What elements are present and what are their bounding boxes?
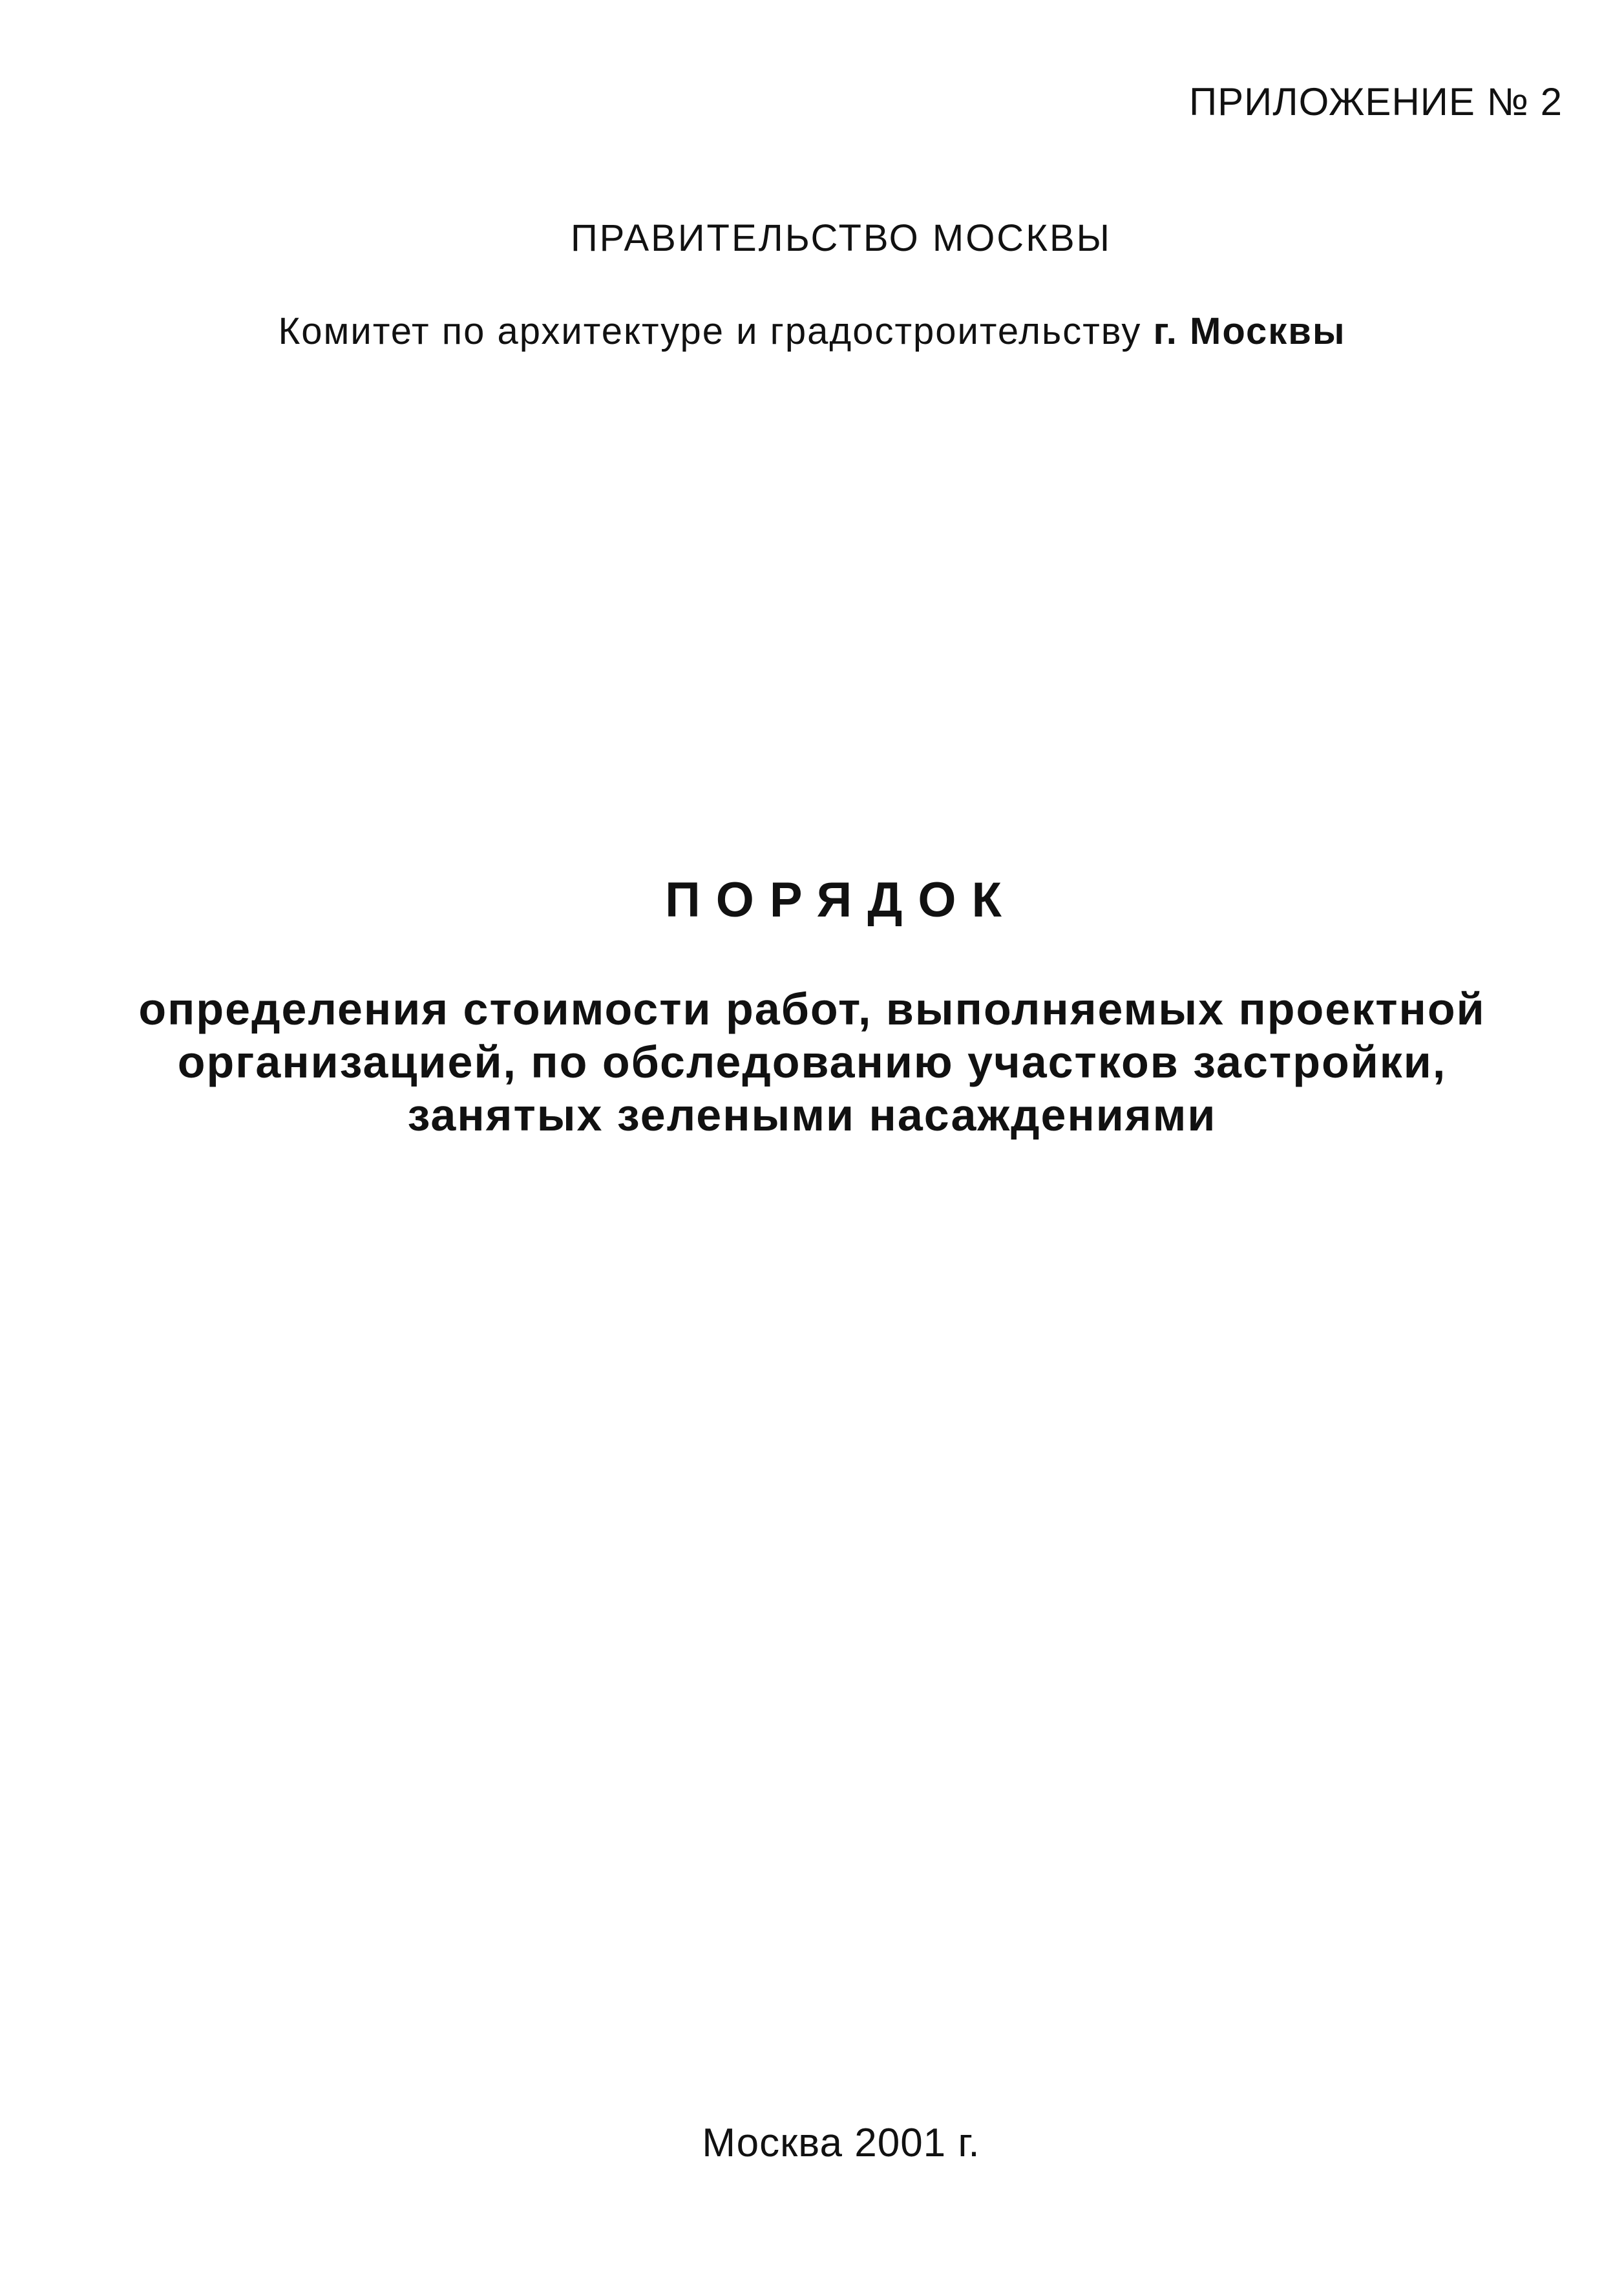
committee-city: г. Москвы — [1153, 310, 1346, 352]
organization-name: ПРАВИТЕЛЬСТВО МОСКВЫ — [570, 217, 1112, 259]
appendix-label: ПРИЛОЖЕНИЕ № 2 — [1189, 80, 1563, 123]
document-title: ПОРЯДОК — [665, 873, 1017, 928]
subtitle-line-3: занятых зелеными насаждениями — [407, 1090, 1217, 1140]
place-and-year: Москва 2001 г. — [702, 2121, 980, 2165]
subtitle-line-1: определения стоимости работ, выполняемых проектной — [138, 984, 1486, 1034]
committee-prefix: Комитет по архитектуре и градостроительству — [278, 310, 1154, 352]
subtitle-line-2: организацией, по обследованию участков застройки, — [177, 1037, 1447, 1087]
committee-name — [0, 310, 1624, 352]
document-subtitle — [0, 982, 1624, 1141]
